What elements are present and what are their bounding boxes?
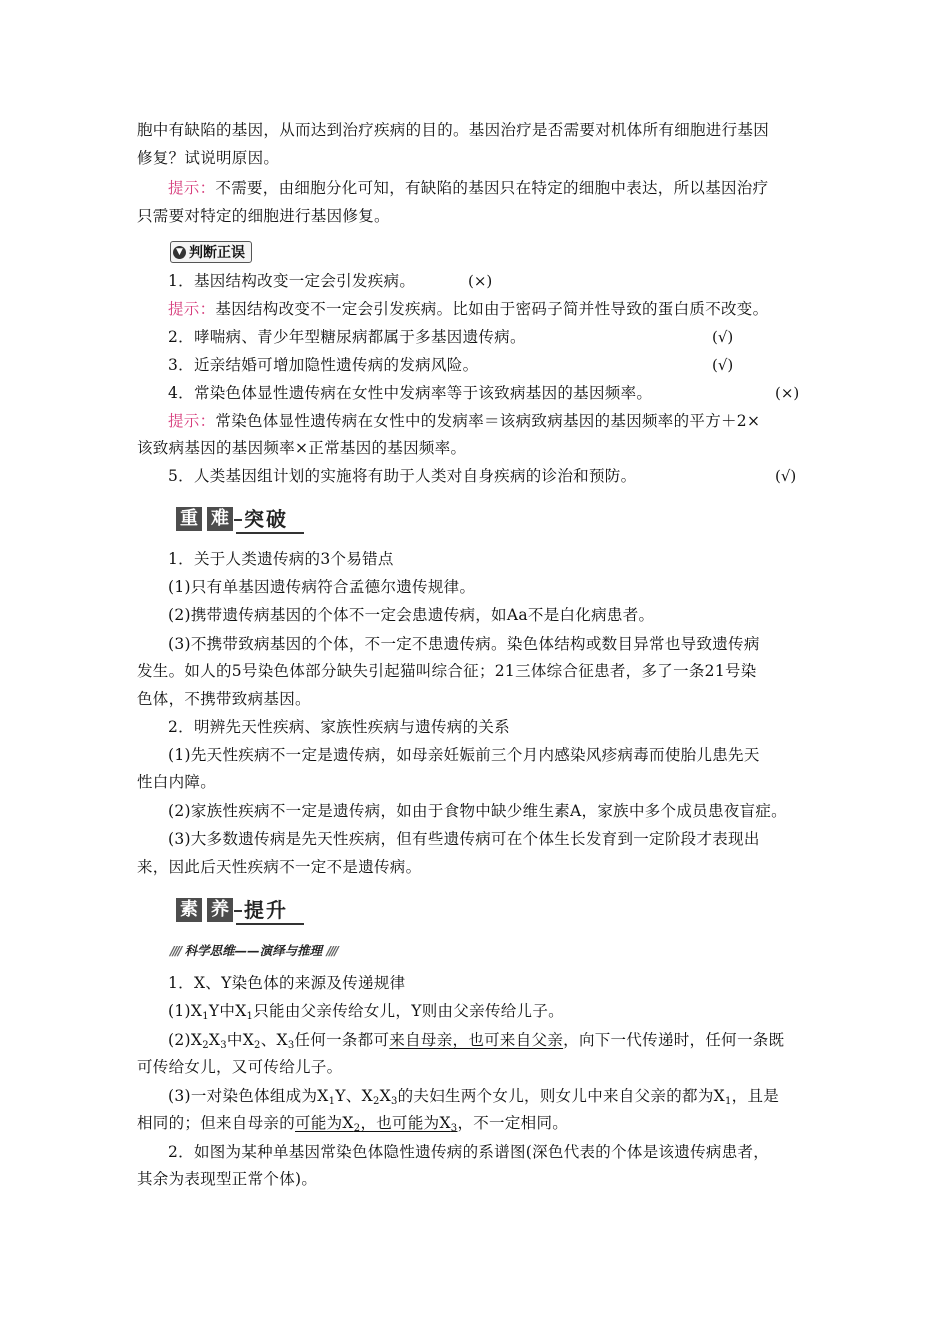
hint-line bbox=[168, 298, 768, 320]
hint-line bbox=[168, 410, 760, 432]
subsection-title bbox=[170, 941, 337, 961]
banner-title: 突破 bbox=[244, 507, 288, 531]
banner-underline bbox=[236, 923, 304, 925]
paragraph-line: 来，因此后天性疾病不一定不是遗传病。 bbox=[137, 858, 422, 876]
hint-label: 提示： bbox=[168, 179, 216, 197]
banner-underline bbox=[236, 532, 304, 534]
paragraph-line: (3)不携带致病基因的个体，不一定不患遗传病。染色体结构或数目异常也导致遗传病 bbox=[168, 635, 760, 653]
paragraph-line: 可传给女儿，又可传给儿子。 bbox=[137, 1058, 343, 1076]
judge-item: 3．近亲结婚可增加隐性遗传病的发病风险。 bbox=[168, 356, 479, 374]
banner-divider bbox=[234, 519, 242, 521]
paragraph-line: 2．明辨先天性疾病、家族性疾病与遗传病的关系 bbox=[168, 718, 510, 736]
underlined-text: 可能为$X_2$，也可能为$X_3$ bbox=[295, 1114, 458, 1134]
paragraph-line: 修复？试说明原因。 bbox=[137, 149, 280, 167]
paragraph-line: (3)大多数遗传病是先天性疾病，但有些遗传病可在个体生长发育到一定阶段才表现出 bbox=[168, 830, 760, 848]
paragraph-line: $(1)X_1Y$中$X_1$只能由父亲传给女儿，Y则由父亲传给儿子。 bbox=[168, 1002, 564, 1022]
paragraph-line: (2)家族性疾病不一定是遗传病，如由于食物中缺少维生素A，家族中多个成员患夜盲症。 bbox=[168, 802, 787, 820]
hint-text: 不需要，由细胞分化可知，有缺陷的基因只在特定的细胞中表达，所以基因治疗 bbox=[215, 179, 769, 197]
judge-mark: (×) bbox=[468, 272, 493, 290]
decor-slashes: //// bbox=[170, 943, 181, 958]
paragraph-line: 1．X、Y染色体的来源及传递规律 bbox=[168, 974, 406, 992]
paragraph-line: (1)只有单基因遗传病符合孟德尔遗传规律。 bbox=[168, 578, 476, 596]
paragraph-line: (3)一对染色体组成为$X_1Y$、$X_2X_3$的夫妇生两个女儿，则女儿中来自父亲的都为$X_1$，且是 bbox=[168, 1087, 780, 1107]
banner-box: 素 bbox=[176, 898, 202, 922]
judge-mark: (√) bbox=[775, 467, 797, 485]
paragraph-line: 2．如图为某种单基因常染色体隐性遗传病的系谱图(深色代表的个体是该遗传病患者， bbox=[168, 1143, 770, 1161]
paragraph-line: 其余为表现型正常个体)。 bbox=[137, 1170, 318, 1188]
subsection-title-text: 科学思维——演绎与推理 bbox=[184, 943, 323, 958]
judge-mark: (×) bbox=[775, 384, 800, 402]
paragraph-line: 色体，不携带致病基因。 bbox=[137, 690, 311, 708]
chevron-down-circle-icon: ▼ bbox=[173, 246, 186, 259]
paragraph-line: 1．关于人类遗传病的3个易错点 bbox=[168, 550, 394, 568]
decor-slashes: //// bbox=[326, 943, 337, 958]
banner-title: 提升 bbox=[244, 898, 288, 922]
paragraph-line: 性白内障。 bbox=[137, 773, 217, 791]
banner-box: 重 bbox=[176, 507, 202, 531]
paragraph-line: 相同的；但来自母亲的可能为$X_2$，也可能为$X_3$，不一定相同。 bbox=[137, 1114, 569, 1134]
banner-box: 养 bbox=[207, 898, 233, 922]
judge-mark: (√) bbox=[712, 328, 734, 346]
judge-item: 2．哮喘病、青少年型糖尿病都属于多基因遗传病。 bbox=[168, 328, 526, 346]
hint-line: 该致病基因的基因频率×正常基因的基因频率。 bbox=[137, 439, 467, 457]
paragraph-line: (2)携带遗传病基因的个体不一定会患遗传病，如Aa不是白化病患者。 bbox=[168, 606, 655, 624]
paragraph-line: 胞中有缺陷的基因，从而达到治疗疾病的目的。基因治疗是否需要对机体所有细胞进行基因 bbox=[137, 121, 770, 139]
judge-item: 4．常染色体显性遗传病在女性中发病率等于该致病基因的基因频率。 bbox=[168, 384, 653, 402]
judge-heading-label: 判断正误 bbox=[189, 245, 245, 261]
hint-label: 提示： bbox=[168, 300, 216, 318]
paragraph-line: (1)先天性疾病不一定是遗传病，如母亲妊娠前三个月内感染风疹病毒而使胎儿患先天 bbox=[168, 746, 760, 764]
hint-label: 提示： bbox=[168, 412, 216, 430]
hint-line bbox=[168, 177, 768, 199]
banner-box: 难 bbox=[207, 507, 233, 531]
hint-text: 常染色体显性遗传病在女性中的发病率＝该病致病基因的基因频率的平方＋2× bbox=[215, 412, 761, 430]
judge-mark: (√) bbox=[712, 356, 734, 374]
banner-divider bbox=[234, 910, 242, 912]
judge-item: 5．人类基因组计划的实施将有助于人类对自身疾病的诊治和预防。 bbox=[168, 467, 637, 485]
section-banner-key-points bbox=[176, 505, 306, 535]
section-banner-literacy bbox=[176, 896, 306, 926]
paragraph-line: 发生。如人的5号染色体部分缺失引起猫叫综合征；21三体综合征患者，多了一条21号染 bbox=[137, 662, 757, 680]
paragraph-line: 只需要对特定的细胞进行基因修复。 bbox=[137, 207, 390, 225]
paragraph-line: $(2)X_2X_3$中$X_2$、$X_3$任何一条都可来自母亲，也可来自父亲，向下一代传递时，任何一条既 bbox=[168, 1031, 785, 1051]
judge-item: 1．基因结构改变一定会引发疾病。 bbox=[168, 272, 416, 290]
hint-text: 基因结构改变不一定会引发疾病。比如由于密码子简并性导致的蛋白质不改变。 bbox=[215, 300, 769, 318]
underlined-text: 来自母亲，也可来自父亲 bbox=[389, 1031, 564, 1049]
judge-heading bbox=[170, 241, 252, 263]
